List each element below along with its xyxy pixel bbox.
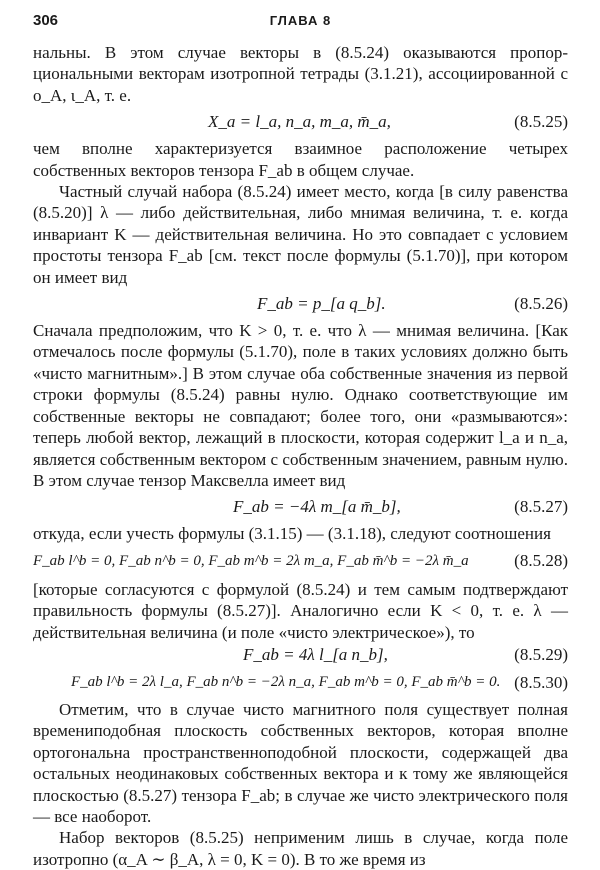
equation-formula: F_ab l^b = 2λ l_a, F_ab n^b = −2λ n_a, F_ab m^b = 0, F_ab m̄^b = 0. (71, 673, 501, 690)
paragraph: чем вполне характеризуется взаимное расположение четырех собственных векторов тензора F_ab в общем случае. (33, 139, 568, 180)
equation-8-5-25 (33, 106, 568, 138)
paragraph: [которые согласуются с формулой (8.5.24) и тем самым подтверждают правильность формулы (8.5.27)]. Аналогично если K < 0, т. е. λ — действительная величина (и поле «чисто электрическое»), то (33, 579, 568, 642)
equation-formula: F_ab l^b = 0, F_ab n^b = 0, F_ab m^b = 2λ m_a, F_ab m̄^b = −2λ m̄_a (33, 552, 469, 569)
equation-8-5-28 (33, 545, 568, 579)
equation-number: (8.5.26) (514, 294, 568, 314)
equation-number: (8.5.29) (514, 644, 568, 664)
equation-number: (8.5.25) (514, 112, 568, 132)
equation-formula: X_a = l_a, n_a, m_a, m̄_a, (208, 112, 391, 132)
page-number: 306 (33, 12, 59, 29)
equation-8-5-29 (33, 643, 568, 667)
paragraph: Частный случай набора (8.5.24) имеет место, когда [в силу равенства (8.5.20)] λ — либо действительная, либо мнимая величина, т. е. когда инвариант K — действительная величина. Но это совпадает с условием простоты тензора F_ab [см. текст после формулы (5.1.70)], при котором он имеет вид (33, 182, 568, 287)
equation-8-5-30 (33, 667, 568, 699)
page-body (33, 42, 568, 870)
equation-number: (8.5.30) (514, 672, 568, 692)
equation-number: (8.5.27) (514, 497, 568, 517)
equation-8-5-26 (33, 288, 568, 320)
equation-formula: F_ab = −4λ m_[a m̄_b], (233, 497, 401, 517)
chapter-title: ГЛАВА 8 (269, 13, 332, 28)
paragraph: нальны. В этом случае векторы в (8.5.24) оказываются пропорциональными векторам изотропной тетрады (3.1.21), ассоциированной с o_A, ι_A, т. е. (33, 43, 568, 105)
paragraph: откуда, если учесть формулы (3.1.15) — (3.1.18), следуют соотношения (33, 524, 551, 544)
equation-formula: F_ab = 4λ l_[a n_b], (243, 644, 388, 664)
equation-formula: F_ab = p_[a q_b]. (257, 294, 386, 314)
equation-8-5-27 (33, 491, 568, 523)
paragraph: Отметим, что в случае чисто магнитного поля существует полная времениподобная плоскость собственных векторов, которая вполне ортогональна пространственноподобной плоскости, содержащей два остальных неодинаковых собственных вектора и к тому же являющейся плоскостью (8.5.27) тензора F_ab; в случае же чисто электрического поля — все наоборот. (33, 699, 568, 826)
paragraph: Набор векторов (8.5.25) неприменим лишь в случае, когда поле изотропно (α_A ∼ β_A, λ = 0, K = 0). В то же время из (33, 828, 568, 869)
equation-number: (8.5.28) (514, 550, 568, 570)
paragraph: Сначала предположим, что K > 0, т. е. что λ — мнимая величина. [Как отмечалось после формулы (5.1.70), поле в таких условиях должно быть «чисто магнитным».] В этом случае оба собственные значения из первой строки формулы (8.5.24) равны нулю. Однако соответствующие им собственные векторы не совпадают; более того, они «размываются»: теперь любой вектор, лежащий в плоскости, которая содержит l_a и n_a, является собственным вектором с собственным значением, равным нулю. В этом случае тензор Максвелла имеет вид (33, 321, 568, 490)
page-header (33, 12, 568, 34)
